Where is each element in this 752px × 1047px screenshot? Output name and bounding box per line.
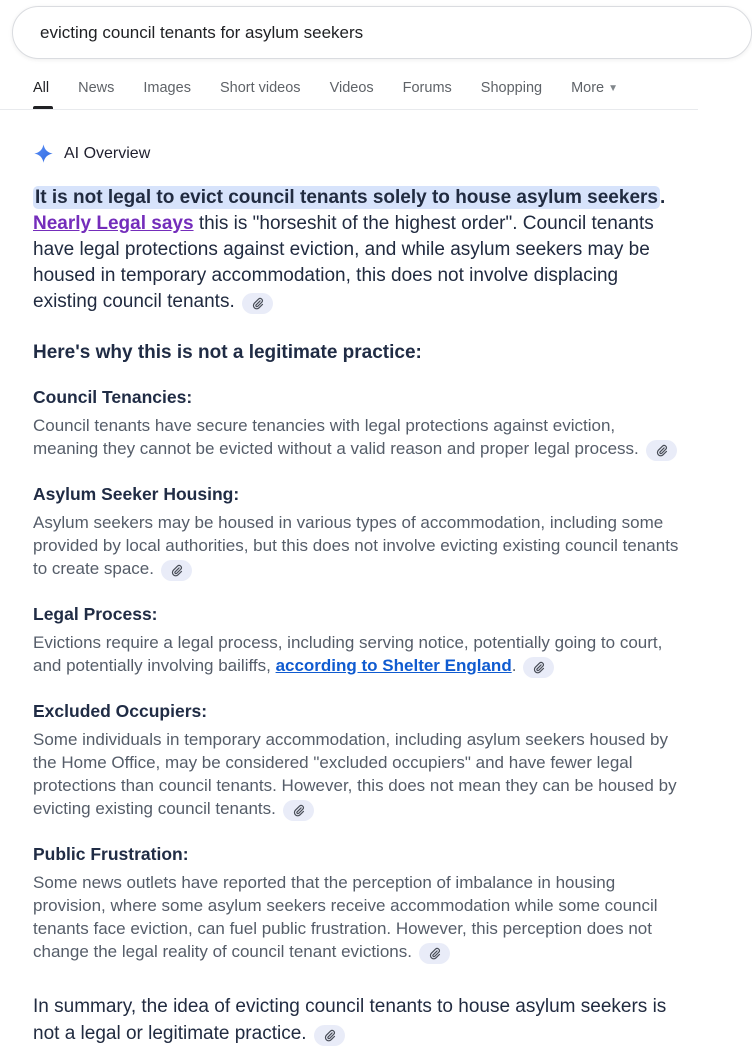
intro-rest: this is "horseshit of the highest order". Council tenants have legal protections against eviction, and while asylum seekers may be housed in temporary accommodation, this does not involve displacing existing council tenants.	[33, 213, 654, 312]
section-body-excluded-occupiers	[33, 728, 684, 821]
ai-overview-label: AI Overview	[64, 144, 151, 162]
section-text: Some news outlets have reported that the perception of imbalance in housing provision, where some asylum seekers receive accommodation while some council tenants face eviction, can fuel public frustration. However, this perception does not change the legal reality of council tenant evictions.	[33, 873, 658, 961]
chevron-down-icon: ▼	[608, 83, 619, 94]
paperclip-icon	[251, 297, 264, 310]
section-title-legal-process: Legal Process:	[33, 604, 158, 624]
ai-sparkle-icon	[33, 143, 54, 164]
search-input[interactable]: evicting council tenants for asylum seekers	[40, 22, 364, 42]
summary-text: In summary, the idea of evicting council tenants to house asylum seekers is not a legal or legitimate practice.	[33, 996, 667, 1044]
tab-shopping[interactable]: Shopping	[480, 80, 543, 96]
paperclip-icon	[323, 1029, 336, 1042]
tab-forums[interactable]: Forums	[402, 80, 452, 96]
section-body-asylum-seeker-housing	[33, 511, 684, 581]
section-text: Evictions require a legal process, including serving notice, potentially going to court, and potentially involving bailiffs,	[33, 633, 663, 675]
section-title-council-tenancies: Council Tenancies:	[33, 387, 193, 407]
source-chip[interactable]	[242, 293, 273, 314]
section-body-public-frustration	[33, 871, 684, 964]
paperclip-icon	[532, 661, 545, 674]
shelter-england-link[interactable]: according to Shelter England	[275, 656, 512, 675]
source-chip[interactable]	[314, 1025, 345, 1046]
section-title-excluded-occupiers: Excluded Occupiers:	[33, 701, 208, 721]
section-text: Asylum seekers may be housed in various types of accommodation, including some provided by local authorities, but this does not involve evicting existing council tenants to create space.	[33, 513, 679, 578]
search-tabs	[0, 80, 698, 110]
paperclip-icon	[170, 564, 183, 577]
tab-videos[interactable]: Videos	[329, 80, 374, 96]
ai-intro-paragraph	[33, 185, 684, 315]
source-chip[interactable]	[523, 657, 554, 678]
source-chip[interactable]	[646, 440, 677, 461]
section-body-council-tenancies	[33, 414, 684, 461]
ai-summary-paragraph	[33, 993, 678, 1047]
paperclip-icon	[292, 804, 305, 817]
source-chip[interactable]	[161, 560, 192, 581]
search-bar[interactable]	[12, 6, 752, 59]
source-chip[interactable]	[283, 800, 314, 821]
why-heading: Here's why this is not a legitimate practice:	[33, 342, 422, 363]
ai-overview-header	[33, 143, 684, 164]
section-title-public-frustration: Public Frustration:	[33, 844, 189, 864]
tab-images[interactable]: Images	[143, 80, 191, 96]
tab-news[interactable]: News	[78, 80, 115, 96]
tab-all[interactable]: All	[33, 80, 49, 109]
highlighted-claim[interactable]: It is not legal to evict council tenants solely to house asylum seekers	[35, 187, 658, 208]
section-body-legal-process	[33, 631, 684, 678]
tab-more[interactable]	[571, 80, 618, 109]
section-title-asylum-seeker-housing: Asylum Seeker Housing:	[33, 484, 240, 504]
section-text-after-link: .	[511, 656, 517, 675]
paperclip-icon	[655, 444, 668, 457]
source-chip[interactable]	[419, 943, 450, 964]
paperclip-icon	[428, 947, 441, 960]
tab-more-label: More	[571, 80, 605, 96]
intro-after-highlight: .	[659, 187, 666, 208]
ai-overview-panel	[0, 143, 698, 1047]
section-text: Some individuals in temporary accommodation, including asylum seekers housed by the Home Office, may be considered "excluded occupiers" and have fewer legal protections than council tenants. However, this does not mean they can be housed by evicting existing council tenants.	[33, 730, 677, 818]
nearly-legal-link[interactable]: Nearly Legal says	[33, 213, 194, 234]
section-text: Council tenants have secure tenancies with legal protections against eviction, meaning they cannot be evicted without a valid reason and proper legal process.	[33, 416, 639, 458]
tab-short-videos[interactable]: Short videos	[219, 80, 301, 96]
